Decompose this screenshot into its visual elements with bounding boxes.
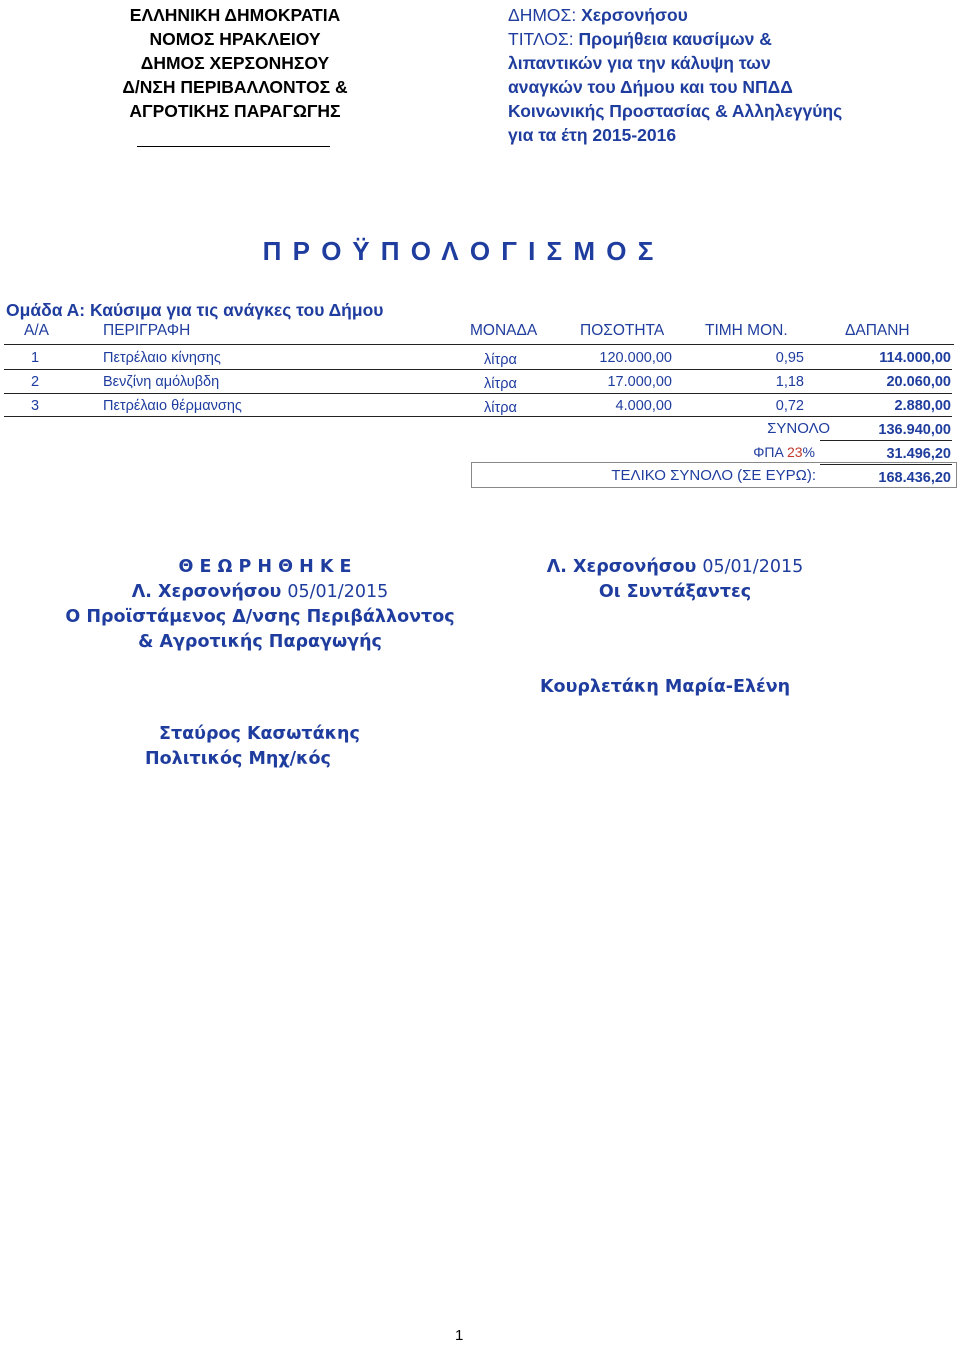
vat-value: 31.496,20	[886, 446, 951, 462]
approval-role: Ο Προϊστάμενος Δ/νσης Περιβάλλοντος	[65, 607, 455, 627]
title-value: λιπαντικών για την κάλυψη των	[508, 53, 771, 73]
approval-date: 05/01/2015	[287, 582, 389, 602]
vat-rate: 23	[786, 444, 803, 460]
issuer-block	[60, 3, 410, 123]
authors-block	[520, 555, 830, 605]
issuer-line: ΝΟΜΟΣ ΗΡΑΚΛΕΙΟΥ	[149, 29, 321, 49]
table-rule	[4, 369, 952, 370]
row-unit-price: 0,95	[775, 350, 804, 366]
row-unit: λίτρα	[484, 376, 517, 392]
author-name: Κουρλετάκη Μαρία-Ελένη	[540, 677, 791, 697]
municipality-label: ΔΗΜΟΣ:	[508, 5, 577, 25]
row-description: Βενζίνη αμόλυβδη	[103, 374, 220, 390]
row-unit: λίτρα	[484, 400, 517, 416]
issuer-line: ΕΛΛΗΝΙΚΗ ΔΗΜΟΚΡΑΤΙΑ	[129, 5, 341, 25]
municipality-value: Χερσονήσου	[581, 5, 688, 25]
row-unit-price: 0,72	[775, 398, 804, 414]
group-title: Ομάδα Α: Καύσιμα για τις ανάγκες του Δήμου	[6, 300, 384, 320]
row-aa: 1	[31, 350, 40, 366]
document-title: Π Ρ Ο Ϋ Π Ο Λ Ο Γ Ι Σ Μ Ο Σ	[262, 236, 656, 266]
table-rule	[4, 393, 952, 394]
title-value: Κοινωνικής Προστασίας & Αλληλεγγύης	[508, 101, 843, 121]
vat-label	[735, 444, 815, 460]
col-header-description: ΠΕΡΙΓΡΑΦΗ	[103, 322, 191, 339]
authors-date: 05/01/2015	[702, 557, 804, 577]
approver-title: Πολιτικός Μηχ/κός	[145, 749, 331, 769]
row-cost: 114.000,00	[879, 350, 951, 366]
table-rule	[4, 416, 952, 417]
issuer-line: ΑΓΡΟΤΙΚΗΣ ΠΑΡΑΓΩΓΗΣ	[129, 101, 341, 121]
col-header-unit: ΜΟΝΑΔΑ	[470, 322, 538, 339]
subtotal-label: ΣΥΝΟΛΟ	[767, 420, 830, 437]
col-header-aa: Α/Α	[24, 322, 49, 339]
subtotal-value: 136.940,00	[878, 422, 951, 438]
title-value: για τα έτη 2015-2016	[508, 125, 677, 145]
table-rule	[820, 440, 952, 441]
authors-place: Λ. Χερσονήσου	[546, 557, 697, 577]
authors-role: Οι Συντάξαντες	[598, 582, 752, 602]
project-block	[508, 3, 928, 147]
title-value: Προμήθεια καυσίμων &	[578, 29, 772, 49]
row-unit: λίτρα	[484, 352, 517, 368]
row-quantity: 120.000,00	[599, 350, 672, 366]
approver-name: Σταύρος Κασωτάκης	[159, 724, 360, 744]
issuer-line: Δ/ΝΣΗ ΠΕΡΙΒΑΛΛΟΝΤΟΣ &	[122, 77, 348, 97]
row-cost: 2.880,00	[894, 398, 951, 414]
row-description: Πετρέλαιο θέρμανσης	[103, 398, 242, 414]
vat-percent-sign: %	[802, 444, 815, 460]
grand-total-label: ΤΕΛΙΚΟ ΣΥΝΟΛΟ (ΣΕ ΕΥΡΩ):	[611, 467, 816, 484]
row-cost: 20.060,00	[886, 374, 951, 390]
title-value: αναγκών του Δήμου και του ΝΠΔΔ	[508, 77, 793, 97]
signature-divider	[137, 146, 330, 147]
row-unit-price: 1,18	[775, 374, 804, 390]
page-number: 1	[455, 1327, 464, 1344]
row-quantity: 17.000,00	[607, 374, 672, 390]
grand-total-value: 168.436,20	[878, 470, 951, 486]
approver-signature-block	[145, 722, 405, 772]
row-aa: 2	[31, 374, 40, 390]
title-label: ΤΙΤΛΟΣ:	[508, 29, 574, 49]
vat-label-text: ΦΠΑ	[753, 444, 784, 460]
approval-block	[60, 555, 460, 655]
table-rule	[4, 344, 954, 345]
issuer-line: ΔΗΜΟΣ ΧΕΡΣΟΝΗΣΟΥ	[140, 53, 330, 73]
col-header-unit-price: ΤΙΜΗ ΜΟΝ.	[705, 322, 788, 339]
approval-heading: Θ Ε Ω Ρ Η Θ Η Κ Ε	[178, 557, 352, 577]
row-quantity: 4.000,00	[615, 398, 672, 414]
approval-place: Λ. Χερσονήσου	[131, 582, 282, 602]
col-header-quantity: ΠΟΣΟΤΗΤΑ	[580, 322, 665, 339]
col-header-cost: ΔΑΠΑΝΗ	[845, 322, 910, 339]
row-aa: 3	[31, 398, 40, 414]
approval-role: & Αγροτικής Παραγωγής	[138, 632, 382, 652]
row-description: Πετρέλαιο κίνησης	[103, 350, 221, 366]
